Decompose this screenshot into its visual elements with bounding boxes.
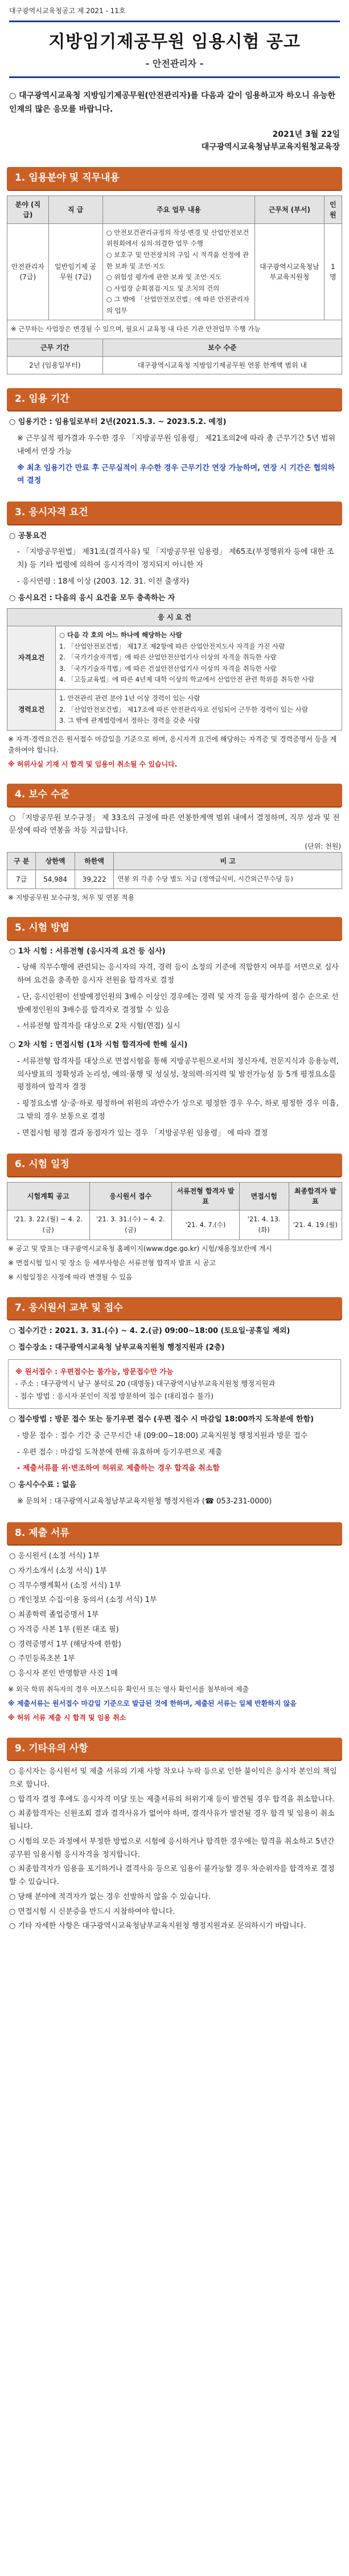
th-period: 근무 기간 (7, 339, 103, 356)
requirement-title: ○ 응시요건 : 다음의 응시 요건을 모두 충족하는 자 (9, 593, 175, 602)
exp-label: 경력요건 (7, 690, 56, 731)
apply-line: - 우편 접수 : 마감일 도착분에 한해 유효하며 등기우편으로 제출 (17, 1448, 223, 1457)
document-note: ※ 제출서류는 원서접수 마감일 기준으로 발급된 것에 한하며, 제출된 서류는 일체 반환하지 않음 (8, 1699, 297, 1708)
intro-text: ○ 대구광역시교육청 지방임기제공무원(안전관리자)를 다음과 같이 임용하고자 하오니 유능한 인재의 많은 응모를 바랍니다. (9, 91, 336, 114)
th-place: 근무처 (부서) (255, 195, 324, 223)
th-rank: 직 급 (48, 195, 102, 223)
duty-item: ○ 위험성 평가에 관한 보좌 및 조언·지도 (106, 273, 221, 282)
common-title: ○ 공통요건 (9, 531, 47, 540)
schedule-cell: '21. 4. 19.(월) (289, 1210, 342, 1240)
qual-item: 1. 「산업안전보건법」 제17조 제2항에 따른 산업안전지도사 자격을 가진 사람 (59, 642, 285, 650)
apply-box-item: - 접수 방법 : 응시자 본인이 직접 방문하여 접수 (대리접수 불가) (15, 1392, 214, 1401)
qual-note: ※ 자격·경력요건은 원서접수 마감일을 기준으로 하며, 응시자격 요건에 해당하는 자격증 및 경력증명서 등을 제출하여야 합니다. (8, 735, 337, 754)
duty-item: ○ 사업장 순회점검·지도 및 조치의 건의 (106, 284, 220, 292)
section-3-title: 3. 응시자격 요건 (7, 502, 342, 524)
th-schedule: 시험계획 공고 (7, 1182, 90, 1210)
notice-list (9, 1766, 340, 1933)
pay-table (7, 852, 342, 889)
position-table (7, 195, 342, 374)
pay-min: 39,222 (75, 870, 114, 889)
notice-item: ○ 시험의 모든 과정에서 부정한 방법으로 시험에 응시하거나 합격한 경우에는 합격을 취소하고 5년간 공무원 임용시험 응시자격을 정지합니다. (9, 1837, 335, 1859)
exam-second-title: ○ 2차 시험 : 면접시험 (1차 시험 합격자에 한해 실시) (9, 1041, 188, 1050)
qual-note: ※ 허위사실 기재 시 합격 및 임용이 취소될 수 있습니다. (8, 760, 178, 769)
section-4-title: 4. 보수 수준 (7, 784, 342, 806)
exam-first-item: - 당해 직무수행에 관련되는 응시자의 자격, 경력 등이 소정의 기준에 적합한지 여부를 서면으로 심사하여 요건을 충족한 응시자 전원을 합격자로 결정 (17, 963, 339, 985)
apply-period: ○ 접수기간 : 2021. 3. 31.(수) ~ 4. 2.(금) 09:00~18:00 (토요일·공휴일 제외) (9, 1327, 290, 1336)
document-item: ○ 개인정보 수집·이용 동의서 (소정 서식) 1부 (9, 1596, 157, 1605)
duty-item: ○ 그 밖에 「산업안전보건법」에 따른 안전관리자의 업무 (106, 295, 249, 315)
exam-first-item: - 단, 응시인원이 선발예정인원의 3배수 이상인 경우에는 경력 및 자격 등을 평가하여 점수 순으로 선발예정인원의 3배수를 합격자로 결정할 수 있음 (17, 992, 339, 1014)
apply-fee: ○ 응시수수료 : 없음 (9, 1481, 77, 1490)
apply-method: ○ 접수방법 : 방문 접수 또는 등기우편 접수 (우편 접수 시 마감일 18:00까지 도착분에 한함) (9, 1415, 314, 1424)
qual-item: 3. 「국가기술자격법」에 따른 건설안전산업기사 이상의 자격을 취득한 사람 (59, 664, 277, 672)
cell-period: 2년 (임용일부터) (7, 356, 103, 374)
page-title: 지방임기제공무원 임용시험 공고 (48, 32, 301, 52)
exp-item: 3. 그 밖에 관계법령에서 정하는 경력을 갖춘 사람 (59, 716, 200, 725)
exp-item: 1. 안전관리 관련 분야 1년 이상 경력이 있는 사람 (59, 694, 200, 703)
notice-item: ○ 응시자는 응시원서 및 제출 서류의 기재 사항 착오나 누락 등으로 인한 불이익은 응시자 본인의 책임으로 합니다. (9, 1767, 337, 1789)
apply-box-item: - 주소 : 대구광역시 남구 봉덕로 20 (대명동) 대구광역시남부교육지원청 행정지원과 (15, 1379, 276, 1388)
exam-second-item: - 면접시험 평정 결과 동점자가 있는 경우 「지방공무원 임용령」 에 따라 결정 (17, 1128, 268, 1138)
th-schedule: 응시원서 접수 (89, 1182, 172, 1210)
th-schedule: 최종합격자 발표 (289, 1182, 342, 1210)
document-list (9, 1550, 340, 1681)
schedule-note: ※ 면접시험 일시 및 장소 등 세부사항은 서류전형 합격자 발표 시 공고 (8, 1259, 216, 1267)
schedule-cell: '21. 4. 7.(수) (172, 1210, 240, 1240)
document-item: ○ 응시자 본인 반명함판 사진 1매 (9, 1669, 118, 1678)
notice-date: 2021년 3월 22일 (272, 129, 340, 139)
th-count: 인원 (324, 195, 342, 223)
cell-count: 1명 (324, 223, 342, 320)
schedule-note: ※ 공고 및 발표는 대구광역시교육청 홈페이지(www.dge.go.kr) 시험/채용정보란에 게시 (8, 1245, 272, 1253)
document-item: ○ 주민등록초본 1부 (9, 1654, 75, 1664)
cell-duties (102, 223, 255, 320)
th-schedule: 서류전형 합격자 발표 (172, 1182, 240, 1210)
term-note: ※ 근무실적 평가결과 우수한 경우 「지방공무원 임용령」 제21조의2에 따라 총 근무기간 5년 범위 내에서 연장 가능 (17, 434, 336, 456)
common-item: - 응시연령 : 18세 이상 (2003. 12. 31. 이전 출생자) (17, 577, 190, 586)
qual-item: ○ 다음 각 호의 어느 하나에 해당하는 사람 (59, 631, 182, 639)
cell-note: ※ 근무하는 사업장은 변경될 수 있으며, 필요시 교육청 내 다른 기관 안전업무 수행 가능 (7, 320, 342, 339)
notice-item: ○ 면접시험 시 신분증을 반드시 지참하여야 합니다. (9, 1907, 175, 1916)
apply-line: - 방문 접수 : 접수 기간 중 근무시간 내 (09:00~18:00) 교육지원청 행정지원과 방문 접수 (17, 1431, 308, 1440)
qual-item: 4. 「고등교육법」에 따른 4년제 대학 이상의 학교에서 산업안전 관련 학위를 취득한 사람 (59, 675, 315, 684)
apply-box (8, 1359, 341, 1409)
cell-pay: 대구광역시교육청 지방임기제공무원 연봉 한계액 범위 내 (102, 356, 342, 374)
th-pay-class: 구 분 (7, 853, 36, 870)
section-1-title: 1. 임용분야 및 직무내용 (7, 167, 342, 190)
schedule-cell: '21. 3. 31.(수) ~ 4. 2.(금) (89, 1210, 172, 1240)
apply-box-title: ※ 원서접수 : 우편접수는 불가능, 방문접수만 가능 (15, 1367, 174, 1376)
pay-unit: (단위: 천원) (305, 842, 341, 851)
schedule-note: ※ 시험일정은 사정에 따라 변경될 수 있음 (8, 1273, 133, 1282)
section-6-title: 6. 시험 일정 (7, 1154, 342, 1176)
notice-issuer: 대구광역시교육청남부교육지원청교육장 (201, 142, 340, 152)
notice-number: 대구광역시교육청공고 제 2021 - 11호 (9, 7, 126, 15)
pay-class: 7급 (7, 870, 36, 889)
qual-items (56, 626, 342, 690)
th-requirements: 응 시 요 건 (7, 609, 342, 626)
apply-place: ○ 접수장소 : 대구광역시교육청 남부교육지원청 행정지원과 (2층) (9, 1343, 225, 1352)
notice-item: ○ 최종합격자는 신원조회 결과 결격사유가 없어야 하며, 결격사유가 발견될 경우 합격 및 임용이 취소됩니다. (9, 1809, 335, 1831)
term-line: ○ 임용기간 : 임용일로부터 2년(2021.5.3. ~ 2023.5.2. 예정) (9, 418, 227, 427)
term-note: ※ 최초 임용기간 만료 후 근무실적이 우수한 경우 근무기간 연장 가능하며, 연장 시 기간은 협의하여 결정 (17, 463, 335, 486)
cell-place: 대구광역시교육청남부교육지원청 (255, 223, 324, 320)
document-item: ○ 최종학력 졸업증명서 1부 (9, 1611, 99, 1620)
document-item: ○ 응시원서 (소정 서식) 1부 (9, 1552, 100, 1561)
pay-note: ※ 지방공무원 보수규정, 처우 및 연봉 적용 (8, 893, 135, 902)
exp-item: 2. 「산업안전보건법」 제17조에 따른 안전관리자로 선임되어 근무한 경력이 있는 사람 (59, 705, 308, 714)
duty-item: ○ 안전보건관리규정의 작성·변경 및 산업안전보건위원회에서 심의·의결한 업무 수행 (106, 228, 249, 248)
th-pay-min: 하한액 (75, 853, 114, 870)
notice-item: ○ 기타 자세한 사항은 대구광역시교육청남부교육지원청 행정지원과로 문의하시기 바랍니다. (9, 1922, 306, 1931)
document-item: ○ 경력증명서 1부 (해당자에 한함) (9, 1640, 121, 1649)
exam-second-item: - 평정요소별 상·중·하로 평정하여 위원의 과반수가 상으로 평정한 경우 우수, 하로 평정한 경우 미흡, 그 밖의 경우 보통으로 결정 (17, 1099, 339, 1121)
apply-contact: ※ 문의처 : 대구광역시교육청남부교육지원청 행정지원과 (☎ 053-231-0000) (17, 1497, 272, 1506)
section-2-title: 2. 임용 기간 (7, 388, 342, 411)
footer-space (0, 1933, 349, 1945)
document-item: ○ 자기소개서 (소정 서식) 1부 (9, 1566, 107, 1575)
th-duties: 주요 업무 내용 (102, 195, 255, 223)
pay-remark: 연봉 외 각종 수당 별도 지급 (정액급식비, 시간외근무수당 등) (114, 870, 342, 889)
th-field: 분야 (직급) (7, 195, 49, 223)
notice-item: ○ 최종합격자가 임용을 포기하거나 결격사유 등으로 임용이 불가능할 경우 차순위자를 합격자로 결정할 수 있습니다. (9, 1865, 335, 1886)
date-block (0, 128, 340, 154)
document-item: ○ 직무수행계획서 (소정 서식) 1부 (9, 1581, 121, 1590)
qual-label: 자격요건 (7, 626, 56, 690)
duty-item: ○ 보호구 및 안전장치의 구입 시 적격품 선정에 관한 보좌 및 조언·지도 (106, 250, 249, 270)
qual-item: 2. 「국가기술자격법」에 따른 산업안전산업기사 이상의 자격을 취득한 사람 (59, 653, 277, 662)
section-5-title: 5. 시험 방법 (7, 917, 342, 940)
cell-field: 안전관리자 (7급) (7, 223, 49, 320)
pay-max: 54,984 (36, 870, 75, 889)
page-subtitle: - 안전관리자 - (145, 58, 204, 69)
qualification-table (7, 608, 342, 730)
section-9-title: 9. 기타유의 사항 (7, 1738, 342, 1760)
th-pay: 보수 수준 (102, 339, 342, 356)
schedule-table (7, 1182, 342, 1240)
schedule-cell: '21. 4. 13.(화) (239, 1210, 289, 1240)
section-8-title: 8. 제출 서류 (7, 1522, 342, 1545)
notice-item: ○ 당해 분야에 적격자가 없는 경우 선발하지 않을 수 있습니다. (9, 1892, 211, 1901)
pay-line: ○ 「지방공무원 보수규정」 제 33조의 규정에 따른 연봉한계액 범위 내에서 결정하며, 직무 성과 및 전문성에 따라 연봉을 차등 지급합니다. (9, 813, 340, 835)
document-item: ○ 자격증 사본 1부 (원본 대조 필) (9, 1625, 119, 1634)
exam-first-item: - 서류전형 합격자를 대상으로 2차 시험(면접) 실시 (17, 1022, 180, 1031)
section-7-title: 7. 응시원서 교부 및 접수 (7, 1297, 342, 1320)
exp-items (56, 690, 342, 731)
apply-line: - 제출서류를 위·변조하여 허위로 제출하는 경우 합격을 취소함 (17, 1464, 220, 1473)
notice-item: ○ 합격자 결정 후에도 응시자격 미달 또는 제출서류의 허위기재 등이 발견될 경우 합격을 취소합니다. (9, 1795, 335, 1804)
common-item: - 「지방공무원법」 제31조(결격사유) 및 「지방공무원 임용령」 제65조(부정행위자 등에 대한 조치) 등 기타 법령에 의하여 응시자격이 정지되지 아니한 자 (17, 548, 334, 570)
th-pay-max: 상한액 (36, 853, 75, 870)
th-pay-note: 비 고 (114, 853, 342, 870)
document-note: ※ 허위 서류 제출 시 합격 및 임용 취소 (8, 1714, 126, 1722)
cell-rank: 일반임기제 공무원 (7급) (48, 223, 102, 320)
schedule-cell: '21. 3. 22.(월) ~ 4. 2.(금) (7, 1210, 90, 1240)
document-note: ※ 외국 학위 취득자의 경우 아포스티유 확인서 또는 영사 확인서를 첨부하여 제출 (8, 1685, 249, 1693)
exam-second-item: - 서류전형 합격자를 대상으로 면접시험을 통해 지방공무원으로서의 정신자세, 전문지식과 응용능력, 의사발표의 정확성과 논리성, 예의·품행 및 성실성, 창의력·의지력 및 발전가능성 등 5개 평정요소를 평정하여 합격자 결정 (17, 1057, 339, 1092)
exam-first-title: ○ 1차 시험 : 서류전형 (응시자격 요건 등 심사) (9, 947, 166, 956)
th-schedule: 면접시험 (239, 1182, 289, 1210)
title-box (9, 21, 340, 78)
